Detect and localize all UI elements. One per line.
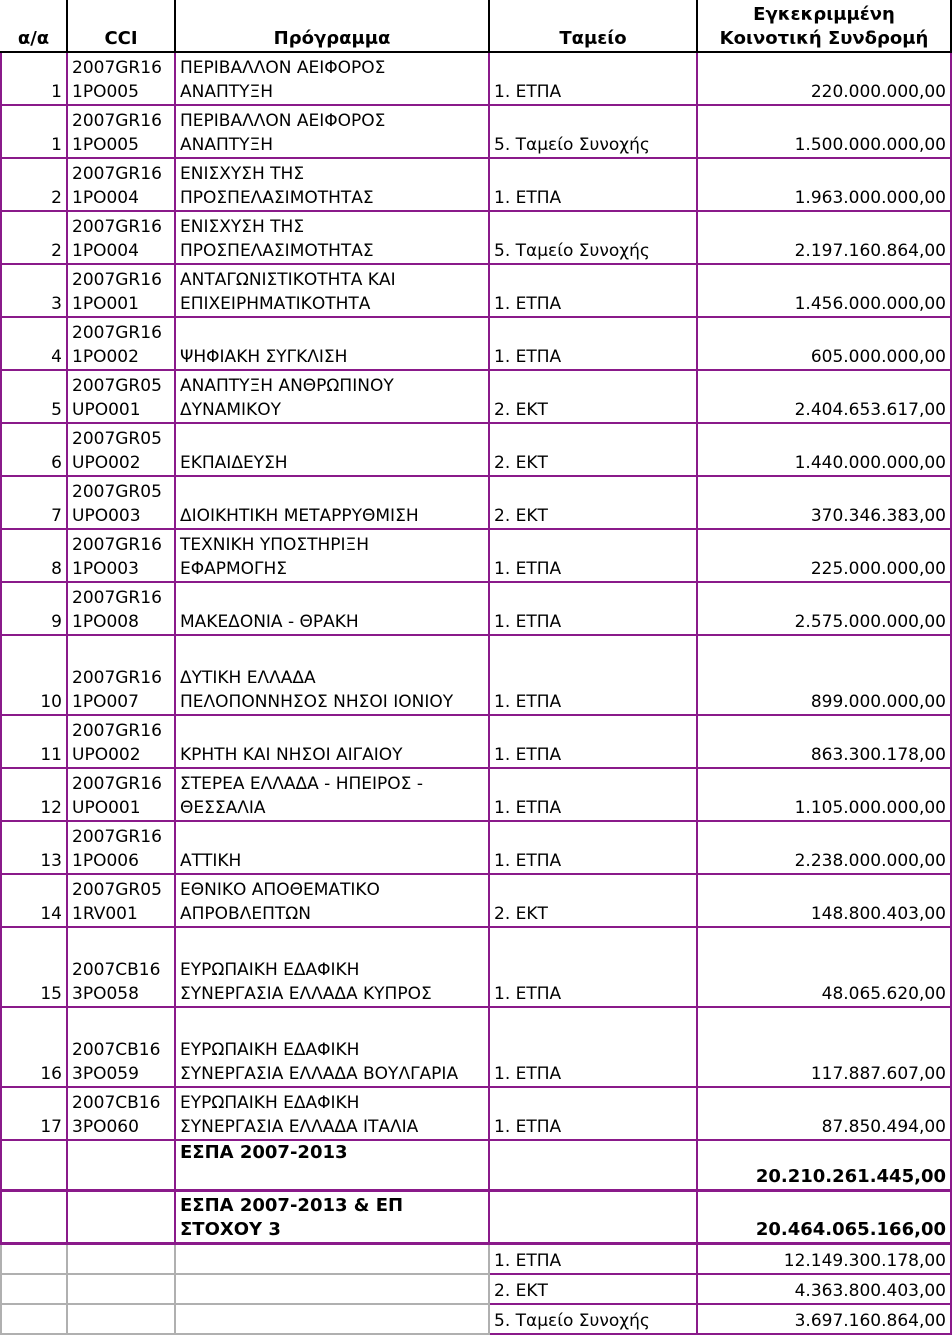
fund-value: 1. ΕΤΠΑ [494, 612, 562, 632]
row-amount [697, 370, 951, 423]
row-program [175, 874, 489, 927]
row-program [175, 370, 489, 423]
row-program [175, 264, 489, 317]
row-cci [67, 529, 175, 582]
amount-value: 1.440.000.000,00 [794, 453, 946, 473]
total-label-line2 [180, 1165, 484, 1189]
fund-value: 1. ΕΤΠΑ [494, 82, 562, 102]
summary-program-empty [175, 1274, 489, 1304]
program-line1: ΑΝΑΠΤΥΞΗ ΑΝΘΡΩΠΙΝΟΥ [180, 376, 394, 396]
program-line2: ΑΝΑΠΤΥΞΗ [180, 82, 274, 102]
row-program [175, 927, 489, 1007]
amount-value: 605.000.000,00 [810, 347, 946, 367]
table-row [1, 370, 951, 423]
row-cci [67, 52, 175, 105]
cci-line1: 2007GR16 [72, 588, 162, 608]
cci-line2: UPO003 [72, 506, 141, 526]
row-cci [67, 105, 175, 158]
fund-value: 5. Ταμείο Συνοχής [494, 241, 650, 261]
cci-line1: 2007GR16 [72, 721, 162, 741]
summary-cci-empty [67, 1244, 175, 1274]
amount-value: 370.346.383,00 [810, 506, 946, 526]
total-label [175, 1191, 489, 1244]
fund-value: 2. ΕΚΤ [494, 453, 548, 473]
row-program [175, 105, 489, 158]
row-index [1, 423, 67, 476]
table-row [1, 927, 951, 1007]
total-label [175, 1140, 489, 1191]
cci-line2: UPO002 [72, 745, 141, 765]
row-cci [67, 211, 175, 264]
program-line1 [180, 321, 484, 345]
cci-line1: 2007GR05 [72, 376, 162, 396]
amount-value: 225.000.000,00 [810, 559, 946, 579]
table-row [1, 715, 951, 768]
cci-line1: 2007CB16 [72, 960, 161, 980]
summary-cci-empty [67, 1274, 175, 1304]
row-amount [697, 476, 951, 529]
header-fund: Ταμείο [489, 0, 697, 52]
amount-value: 2.404.653.617,00 [794, 400, 946, 420]
fund-value: 2. ΕΚΤ [494, 904, 548, 924]
row-program [175, 715, 489, 768]
row-program [175, 529, 489, 582]
row-index-value: 3 [51, 294, 62, 314]
cci-line1: 2007GR16 [72, 827, 162, 847]
cci-line2: 1PO001 [72, 294, 139, 314]
program-line2: ΔΥΝΑΜΙΚΟΥ [180, 400, 281, 420]
cci-line2: 3PO059 [72, 1064, 139, 1084]
row-cci [67, 582, 175, 635]
row-program [175, 768, 489, 821]
row-index-value: 13 [40, 851, 62, 871]
program-line1: ΕΥΡΩΠΑΙΚΗ ΕΔΑΦΙΚΗ [180, 1093, 360, 1113]
row-amount [697, 529, 951, 582]
row-program [175, 317, 489, 370]
row-cci [67, 264, 175, 317]
summary-idx-empty [1, 1244, 67, 1274]
program-line1: ΔΥΤΙΚΗ ΕΛΛΑΔΑ [180, 668, 316, 688]
fund-value: 1. ΕΤΠΑ [494, 1064, 562, 1084]
row-amount [697, 211, 951, 264]
total-idx-empty [1, 1140, 67, 1191]
cci-line1: 2007GR05 [72, 429, 162, 449]
amount-value: 48.065.620,00 [821, 984, 946, 1004]
summary-amount-value: 12.149.300.178,00 [783, 1250, 946, 1271]
summary-fund-value: 1. ΕΤΠΑ [494, 1250, 562, 1271]
row-amount [697, 317, 951, 370]
cci-line2: 1PO004 [72, 188, 139, 208]
row-amount [697, 264, 951, 317]
row-cci [67, 423, 175, 476]
row-index [1, 211, 67, 264]
table-row [1, 1087, 951, 1140]
summary-amount-value: 3.697.160.864,00 [794, 1310, 946, 1331]
total-fund-empty [489, 1191, 697, 1244]
row-program [175, 158, 489, 211]
row-cci [67, 874, 175, 927]
row-fund [489, 158, 697, 211]
row-amount [697, 821, 951, 874]
program-line2: ΕΦΑΡΜΟΓΗΣ [180, 559, 288, 579]
row-program [175, 476, 489, 529]
row-index [1, 874, 67, 927]
summary-amount [697, 1304, 951, 1334]
cci-line1: 2007GR16 [72, 111, 162, 131]
row-program [175, 423, 489, 476]
total-row [1, 1140, 951, 1191]
program-line1 [180, 719, 484, 743]
row-cci [67, 821, 175, 874]
amount-value: 117.887.607,00 [810, 1064, 946, 1084]
summary-amount [697, 1274, 951, 1304]
row-program [175, 52, 489, 105]
amount-value: 2.238.000.000,00 [794, 851, 946, 871]
row-cci [67, 715, 175, 768]
amount-value: 899.000.000,00 [810, 692, 946, 712]
row-fund [489, 874, 697, 927]
summary-amount [697, 1244, 951, 1274]
row-cci [67, 476, 175, 529]
row-index [1, 529, 67, 582]
program-line2: ΔΙΟΙΚΗΤΙΚΗ ΜΕΤΑΡΡΥΘΜΙΣΗ [180, 506, 419, 526]
row-amount [697, 715, 951, 768]
row-index [1, 105, 67, 158]
row-amount [697, 874, 951, 927]
cci-line1: 2007GR16 [72, 270, 162, 290]
table-row [1, 423, 951, 476]
program-line1 [180, 427, 484, 451]
program-line1: ΠΕΡΙΒΑΛΛΟΝ ΑΕΙΦΟΡΟΣ [180, 58, 386, 78]
row-index [1, 158, 67, 211]
row-fund [489, 211, 697, 264]
cci-line2: 1RV001 [72, 904, 138, 924]
program-line1: ΕΝΙΣΧΥΣΗ ΤΗΣ [180, 217, 305, 237]
table-row [1, 529, 951, 582]
summary-fund [489, 1304, 697, 1334]
summary-program-empty [175, 1244, 489, 1274]
row-cci [67, 370, 175, 423]
program-line1: ΕΥΡΩΠΑΙΚΗ ΕΔΑΦΙΚΗ [180, 960, 360, 980]
row-cci [67, 158, 175, 211]
cci-line1: 2007GR05 [72, 482, 162, 502]
header-amount [697, 0, 951, 52]
row-fund [489, 264, 697, 317]
row-cci [67, 635, 175, 715]
fund-value: 2. ΕΚΤ [494, 400, 548, 420]
program-line2: ΠΕΛΟΠΟΝΝΗΣΟΣ ΝΗΣΟΙ ΙΟΝΙΟΥ [180, 692, 454, 712]
row-program [175, 1007, 489, 1087]
fund-summary-row [1, 1304, 951, 1334]
summary-fund [489, 1274, 697, 1304]
table-row [1, 821, 951, 874]
row-index-value: 9 [51, 612, 62, 632]
cci-line1: 2007GR16 [72, 217, 162, 237]
row-fund [489, 105, 697, 158]
cci-line1: 2007CB16 [72, 1040, 161, 1060]
program-line1: ΕΘΝΙΚΟ ΑΠΟΘΕΜΑΤΙΚΟ [180, 880, 380, 900]
row-index-value: 1 [51, 135, 62, 155]
program-line2: ΣΥΝΕΡΓΑΣΙΑ ΕΛΛΑΔΑ ΒΟΥΛΓΑΡΙΑ [180, 1064, 459, 1084]
table-row [1, 52, 951, 105]
program-line2: ΕΠΙΧΕΙΡΗΜΑΤΙΚΟΤΗΤΑ [180, 294, 371, 314]
cci-line1: 2007GR16 [72, 58, 162, 78]
fund-value: 1. ΕΤΠΑ [494, 347, 562, 367]
fund-value: 1. ΕΤΠΑ [494, 984, 562, 1004]
table-row [1, 105, 951, 158]
row-index [1, 768, 67, 821]
row-amount [697, 768, 951, 821]
header-amount-line2: Κοινοτική Συνδρομή [719, 28, 929, 49]
row-index-value: 6 [51, 453, 62, 473]
fund-value: 1. ΕΤΠΑ [494, 188, 562, 208]
row-amount [697, 1007, 951, 1087]
table-row [1, 211, 951, 264]
row-amount [697, 423, 951, 476]
amount-value: 1.963.000.000,00 [794, 188, 946, 208]
row-index-value: 12 [40, 798, 62, 818]
row-index [1, 476, 67, 529]
row-program [175, 211, 489, 264]
row-index [1, 582, 67, 635]
table-row [1, 635, 951, 715]
header-row [1, 0, 951, 52]
cci-line2: UPO002 [72, 453, 141, 473]
row-amount [697, 635, 951, 715]
row-amount [697, 105, 951, 158]
fund-value: 1. ΕΤΠΑ [494, 851, 562, 871]
row-index [1, 52, 67, 105]
summary-fund [489, 1244, 697, 1274]
program-line2: ΕΚΠΑΙΔΕΥΣΗ [180, 453, 288, 473]
row-index [1, 1007, 67, 1087]
row-fund [489, 715, 697, 768]
program-line1 [180, 586, 484, 610]
cci-line2: 1PO003 [72, 559, 139, 579]
cci-line1: 2007GR16 [72, 668, 162, 688]
amount-value: 2.575.000.000,00 [794, 612, 946, 632]
fund-value: 1. ΕΤΠΑ [494, 692, 562, 712]
table-row [1, 582, 951, 635]
table-row [1, 768, 951, 821]
cci-line1: 2007GR05 [72, 880, 162, 900]
row-amount [697, 582, 951, 635]
fund-value: 2. ΕΚΤ [494, 506, 548, 526]
program-line1: ΕΥΡΩΠΑΙΚΗ ΕΔΑΦΙΚΗ [180, 1040, 360, 1060]
cci-line2: 3PO060 [72, 1117, 139, 1137]
row-fund [489, 821, 697, 874]
program-line2: ΠΡΟΣΠΕΛΑΣΙΜΟΤΗΤΑΣ [180, 188, 374, 208]
row-index-value: 16 [40, 1064, 62, 1084]
program-line1: ΤΕΧΝΙΚΗ ΥΠΟΣΤΗΡΙΞΗ [180, 535, 370, 555]
cci-line1: 2007GR16 [72, 774, 162, 794]
fund-summary-row [1, 1244, 951, 1274]
program-line1: ΑΝΤΑΓΩΝΙΣΤΙΚΟΤΗΤΑ ΚΑΙ [180, 270, 396, 290]
cci-line2: 1PO002 [72, 347, 139, 367]
fund-value: 1. ΕΤΠΑ [494, 1117, 562, 1137]
amount-value: 1.500.000.000,00 [794, 135, 946, 155]
total-row [1, 1191, 951, 1244]
row-index-value: 8 [51, 559, 62, 579]
row-index [1, 317, 67, 370]
program-line2: ΘΕΣΣΑΛΙΑ [180, 798, 266, 818]
amount-value: 863.300.178,00 [810, 745, 946, 765]
program-line2: ΣΥΝΕΡΓΑΣΙΑ ΕΛΛΑΔΑ ΚΥΠΡΟΣ [180, 984, 432, 1004]
total-label-line1: ΕΣΠΑ 2007-2013 & ΕΠ [180, 1195, 404, 1216]
program-line1 [180, 825, 484, 849]
row-program [175, 1087, 489, 1140]
table-row [1, 317, 951, 370]
cci-line2: UPO001 [72, 798, 141, 818]
row-index [1, 1087, 67, 1140]
amount-value: 1.456.000.000,00 [794, 294, 946, 314]
program-line1: ΕΝΙΣΧΥΣΗ ΤΗΣ [180, 164, 305, 184]
fund-value: 1. ΕΤΠΑ [494, 559, 562, 579]
program-line2: ΠΡΟΣΠΕΛΑΣΙΜΟΤΗΤΑΣ [180, 241, 374, 261]
cci-line1: 2007GR16 [72, 164, 162, 184]
program-line2: ΑΝΑΠΤΥΞΗ [180, 135, 274, 155]
row-fund [489, 423, 697, 476]
fund-value: 5. Ταμείο Συνοχής [494, 135, 650, 155]
row-amount [697, 1087, 951, 1140]
row-index [1, 821, 67, 874]
cci-line2: 1PO004 [72, 241, 139, 261]
row-fund [489, 370, 697, 423]
total-label-line1: ΕΣΠΑ 2007-2013 [180, 1142, 348, 1163]
program-line2: ΚΡΗΤΗ ΚΑΙ ΝΗΣΟΙ ΑΙΓΑΙΟΥ [180, 745, 403, 765]
table-row [1, 264, 951, 317]
header-idx: α/α [1, 0, 67, 52]
row-index-value: 11 [40, 745, 62, 765]
program-line2: ΜΑΚΕΔΟΝΙΑ - ΘΡΑΚΗ [180, 612, 359, 632]
row-cci [67, 1087, 175, 1140]
summary-fund-value: 2. ΕΚΤ [494, 1280, 548, 1301]
program-line1 [180, 480, 484, 504]
program-line1: ΠΕΡΙΒΑΛΛΟΝ ΑΕΙΦΟΡΟΣ [180, 111, 386, 131]
row-cci [67, 768, 175, 821]
row-index [1, 715, 67, 768]
cci-line2: 1PO008 [72, 612, 139, 632]
program-line2: ΑΤΤΙΚΗ [180, 851, 242, 871]
fund-value: 1. ΕΤΠΑ [494, 745, 562, 765]
row-index-value: 4 [51, 347, 62, 367]
summary-amount-value: 4.363.800.403,00 [794, 1280, 946, 1301]
summary-idx-empty [1, 1274, 67, 1304]
total-cci-empty [67, 1140, 175, 1191]
amount-value: 1.105.000.000,00 [794, 798, 946, 818]
total-amount-value: 20.464.065.166,00 [755, 1219, 946, 1240]
amount-value: 87.850.494,00 [821, 1117, 946, 1137]
row-index [1, 927, 67, 1007]
cci-line2: UPO001 [72, 400, 141, 420]
row-index-value: 2 [51, 188, 62, 208]
total-cci-empty [67, 1191, 175, 1244]
summary-cci-empty [67, 1304, 175, 1334]
row-fund [489, 582, 697, 635]
cci-line2: 1PO007 [72, 692, 139, 712]
amount-value: 220.000.000,00 [810, 82, 946, 102]
row-amount [697, 927, 951, 1007]
row-fund [489, 52, 697, 105]
fund-value: 1. ΕΤΠΑ [494, 798, 562, 818]
total-idx-empty [1, 1191, 67, 1244]
cci-line2: 3PO058 [72, 984, 139, 1004]
cci-line1: 2007GR16 [72, 323, 162, 343]
row-index [1, 370, 67, 423]
header-cci: CCI [67, 0, 175, 52]
total-amount [697, 1140, 951, 1191]
cci-line2: 1PO006 [72, 851, 139, 871]
header-amount-line1: Εγκεκριμμένη [753, 4, 895, 25]
row-program [175, 635, 489, 715]
row-fund [489, 1007, 697, 1087]
table-row [1, 158, 951, 211]
row-index-value: 5 [51, 400, 62, 420]
row-index-value: 14 [40, 904, 62, 924]
row-index [1, 264, 67, 317]
summary-program-empty [175, 1304, 489, 1334]
row-fund [489, 476, 697, 529]
cci-line1: 2007GR16 [72, 535, 162, 555]
amount-value: 2.197.160.864,00 [794, 241, 946, 261]
cci-line2: 1PO005 [72, 135, 139, 155]
row-fund [489, 529, 697, 582]
row-program [175, 582, 489, 635]
total-fund-empty [489, 1140, 697, 1191]
row-index-value: 7 [51, 506, 62, 526]
row-fund [489, 768, 697, 821]
row-index-value: 10 [40, 692, 62, 712]
program-line2: ΨΗΦΙΑΚΗ ΣΥΓΚΛΙΣΗ [180, 347, 348, 367]
program-line2: ΑΠΡΟΒΛΕΠΤΩΝ [180, 904, 311, 924]
summary-idx-empty [1, 1304, 67, 1334]
table-row [1, 874, 951, 927]
program-line2: ΣΥΝΕΡΓΑΣΙΑ ΕΛΛΑΔΑ ΙΤΑΛΙΑ [180, 1117, 419, 1137]
row-index [1, 635, 67, 715]
table-row [1, 1007, 951, 1087]
fund-value: 1. ΕΤΠΑ [494, 294, 562, 314]
program-line1: ΣΤΕΡΕΑ ΕΛΛΑΔΑ - ΗΠΕΙΡΟΣ - [180, 774, 423, 794]
row-index-value: 2 [51, 241, 62, 261]
row-cci [67, 1007, 175, 1087]
amount-value: 148.800.403,00 [810, 904, 946, 924]
header-program: Πρόγραμμα [175, 0, 489, 52]
table-row [1, 476, 951, 529]
row-index-value: 1 [51, 82, 62, 102]
row-amount [697, 52, 951, 105]
total-amount [697, 1191, 951, 1244]
total-label-line2: ΣΤΟΧΟΥ 3 [180, 1219, 281, 1240]
row-fund [489, 635, 697, 715]
total-amount-value: 20.210.261.445,00 [755, 1166, 946, 1187]
row-index-value: 17 [40, 1117, 62, 1137]
row-amount [697, 158, 951, 211]
row-fund [489, 317, 697, 370]
row-fund [489, 927, 697, 1007]
row-fund [489, 1087, 697, 1140]
row-program [175, 821, 489, 874]
fund-summary-row [1, 1274, 951, 1304]
row-cci [67, 317, 175, 370]
summary-fund-value: 5. Ταμείο Συνοχής [494, 1310, 650, 1331]
row-cci [67, 927, 175, 1007]
cci-line1: 2007CB16 [72, 1093, 161, 1113]
cci-line2: 1PO005 [72, 82, 139, 102]
row-index-value: 15 [40, 984, 62, 1004]
